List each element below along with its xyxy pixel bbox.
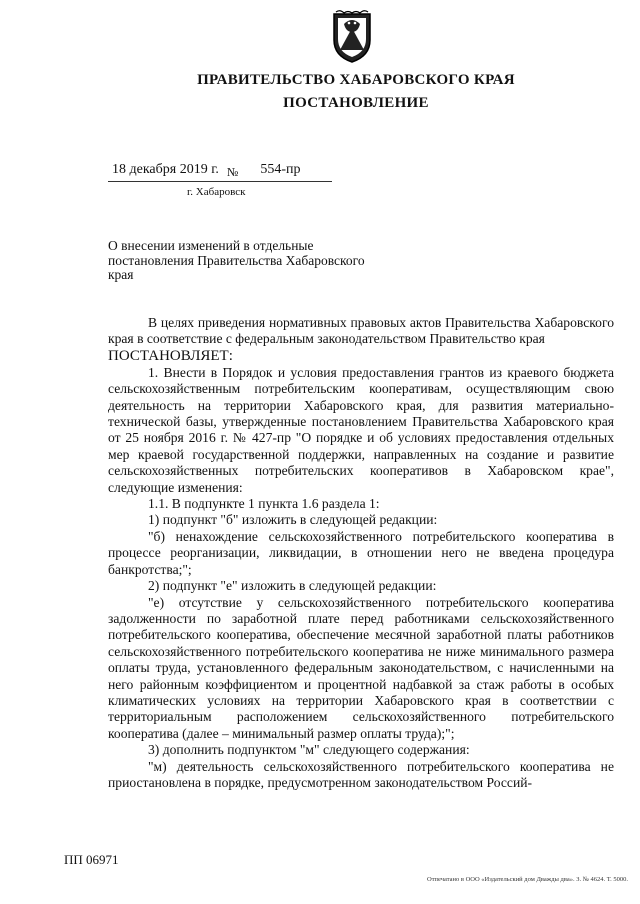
document-subject: О внесении изменений в отдельные постановления Правительства Хабаровского края bbox=[108, 238, 365, 282]
date-underline bbox=[108, 181, 332, 182]
print-note: Отпечатано в ООО «Издательский дом Дважды два». З. № 4624. Т. 5000. bbox=[427, 876, 628, 883]
document-body bbox=[108, 315, 614, 791]
coat-of-arms-icon bbox=[330, 10, 374, 64]
paragraph: В целях приведения нормативных правовых актов Правительства Хабаровского края в соответствие с федеральным законодательством Правительство края bbox=[108, 315, 614, 347]
document-type: ПОСТАНОВЛЕНИЕ bbox=[283, 95, 429, 111]
city: г. Хабаровск bbox=[187, 186, 246, 198]
document-number: 554-пр bbox=[260, 162, 301, 177]
paragraph: "м) деятельность сельскохозяйственного потребительского кооператива не приостановлена в порядке, предусмотренном законодательством Россий- bbox=[108, 758, 614, 790]
paragraph: 3) дополнить подпунктом "м" следующего содержания: bbox=[148, 742, 470, 758]
paragraph-resolution: ПОСТАНОВЛЯЕТ: bbox=[108, 347, 233, 364]
paragraph: "б) ненахождение сельскохозяйственного потребительского кооператива в процессе реорганизации, ликвидации, в отношении него не введена процедура банкротства;"; bbox=[108, 528, 614, 577]
paragraph: 1.1. В подпункте 1 пункта 1.6 раздела 1: bbox=[148, 496, 380, 512]
date-number-row bbox=[112, 162, 300, 180]
paragraph: "е) отсутствие у сельскохозяйственного потребительского кооператива задолженности по заработной плате перед работниками сельскохозяйственного потребительского кооператива, обеспечение месячной заработной платы работников сельскохозяйственного потребительского кооператива не ниже минимального размера оплаты труда, установленного федеральным законодательством, с начисленными на него районным коэффициентом и процентной надбавкой за стаж работы в особых климатических условиях на территории Хабаровского края в соответствии с территориальным расположением сельскохозяйственного потребительского кооператива (далее – минимальный размер оплаты труда);"; bbox=[108, 594, 614, 741]
paragraph: 1) подпункт "б" изложить в следующей редакции: bbox=[148, 512, 438, 528]
government-title: ПРАВИТЕЛЬСТВО ХАБАРОВСКОГО КРАЯ bbox=[197, 72, 515, 88]
document-date: 18 декабря 2019 г. bbox=[112, 162, 219, 177]
paragraph: 2) подпункт "е" изложить в следующей редакции: bbox=[148, 578, 437, 594]
number-sign: № bbox=[226, 165, 239, 179]
paragraph: 1. Внести в Порядок и условия предоставления грантов из краевого бюджета сельскохозяйственным потребительским кооперативам, осуществляющим свою деятельность на территории Хабаровского края, для развития материально-технической базы, утвержденные постановлением Правительства Хабаровского края от 25 ноября 2016 г. № 427-пр "О порядке и об условиях предоставления отдельных мер краевой государственной поддержки, направленных на создание и развитие сельскохозяйственных потребительских кооперативов в Хабаровском крае", следующие изменения: bbox=[108, 364, 614, 495]
document-code: ПП 06971 bbox=[64, 852, 119, 867]
